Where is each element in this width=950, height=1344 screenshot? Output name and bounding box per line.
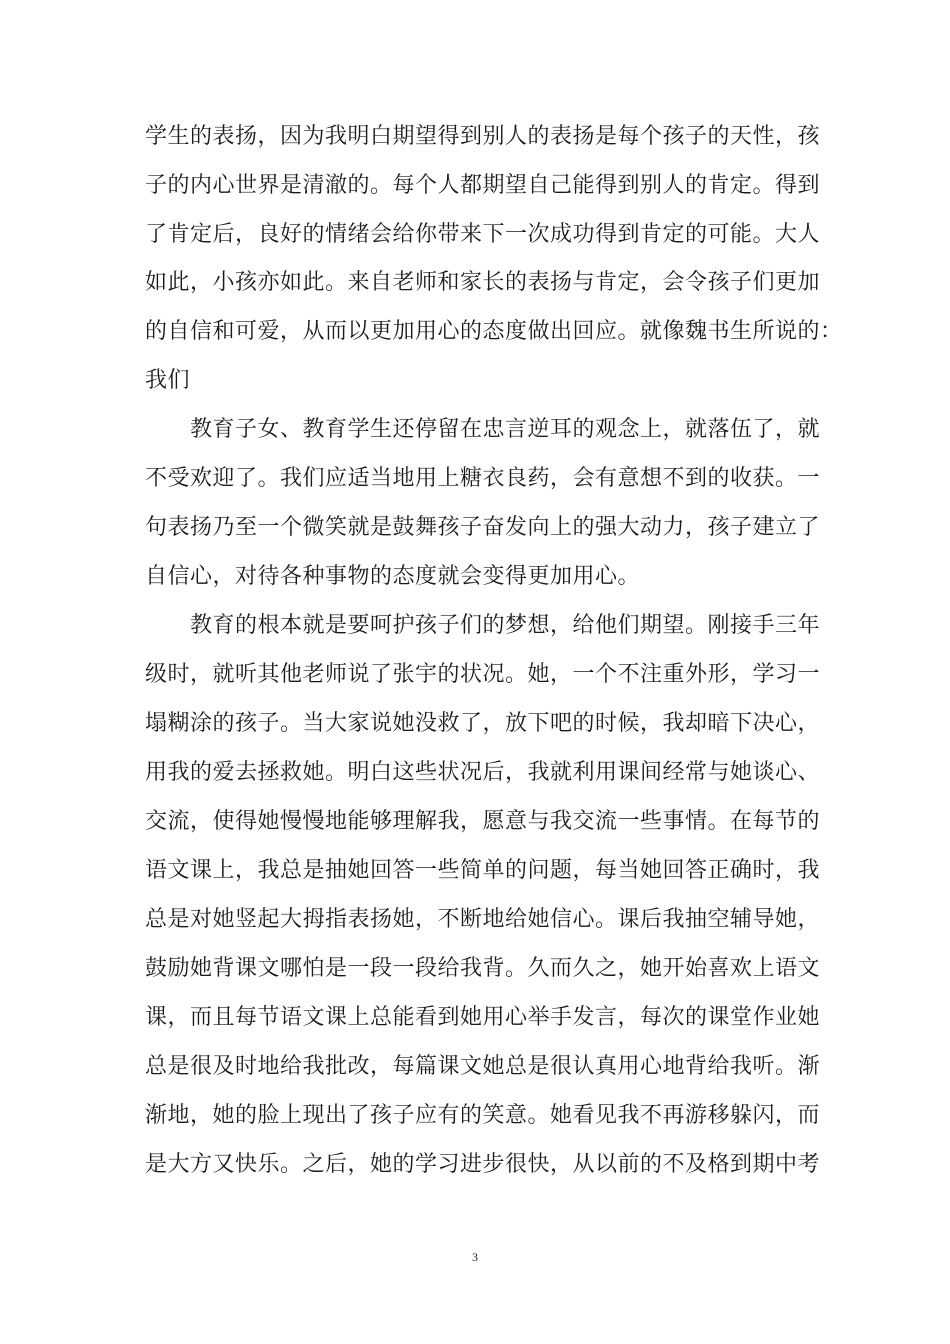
text-line: 子的内心世界是清澈的。每个人都期望自己能得到别人的肯定。得到 (145, 173, 821, 198)
text-line: 如此，小孩亦如此。来自老师和家长的表扬与肯定，会令孩子们更加 (145, 270, 821, 295)
text-line: 总是对她竖起大拇指表扬她，不断地给她信心。课后我抽空辅导她， (145, 907, 821, 932)
text-line: 塌糊涂的孩子。当大家说她没救了，放下吧的时候，我却暗下决心， (145, 711, 821, 736)
paragraph-start-line: 教育子女、教育学生还停留在忠言逆耳的观念上，就落伍了，就 (145, 417, 821, 442)
text-line: 语文课上，我总是抽她回答一些简单的问题，每当她回答正确时，我 (145, 858, 821, 883)
text-line: 是大方又快乐。之后，她的学习进步很快，从以前的不及格到期中考 (145, 1152, 821, 1177)
text-line: 鼓励她背课文哪怕是一段一段给我背。久而久之，她开始喜欢上语文 (145, 956, 821, 981)
text-line: 自信心，对待各种事物的态度就会变得更加用心。 (145, 564, 641, 589)
page-number: 3 (472, 1250, 478, 1264)
text-line: 用我的爱去拯救她。明白这些状况后，我就利用课间经常与她谈心、 (145, 760, 821, 785)
text-line: 学生的表扬，因为我明白期望得到别人的表扬是每个孩子的天性，孩 (145, 124, 821, 149)
text-line: 我们 (145, 368, 191, 393)
text-line: 总是很及时地给我批改，每篇课文她总是很认真用心地背给我听。渐 (145, 1054, 821, 1079)
text-line: 课，而且每节语文课上总能看到她用心举手发言，每次的课堂作业她 (145, 1005, 821, 1030)
text-line: 了肯定后，良好的情绪会给你带来下一次成功得到肯定的可能。大人 (145, 222, 821, 247)
text-line: 交流，使得她慢慢地能够理解我，愿意与我交流一些事情。在每节的 (145, 809, 821, 834)
text-line: 句表扬乃至一个微笑就是鼓舞孩子奋发向上的强大动力，孩子建立了 (145, 515, 821, 540)
paragraph-start-line: 教育的根本就是要呵护孩子们的梦想，给他们期望。刚接手三年 (145, 613, 821, 638)
text-line: 级时，就听其他老师说了张宇的状况。她，一个不注重外形，学习一 (145, 662, 821, 687)
text-line: 渐地，她的脸上现出了孩子应有的笑意。她看见我不再游移躲闪，而 (145, 1103, 821, 1128)
text-line: 的自信和可爱，从而以更加用心的态度做出回应。就像魏书生所说的： (145, 319, 843, 344)
text-line: 不受欢迎了。我们应适当地用上糖衣良药，会有意想不到的收获。一 (145, 466, 821, 491)
